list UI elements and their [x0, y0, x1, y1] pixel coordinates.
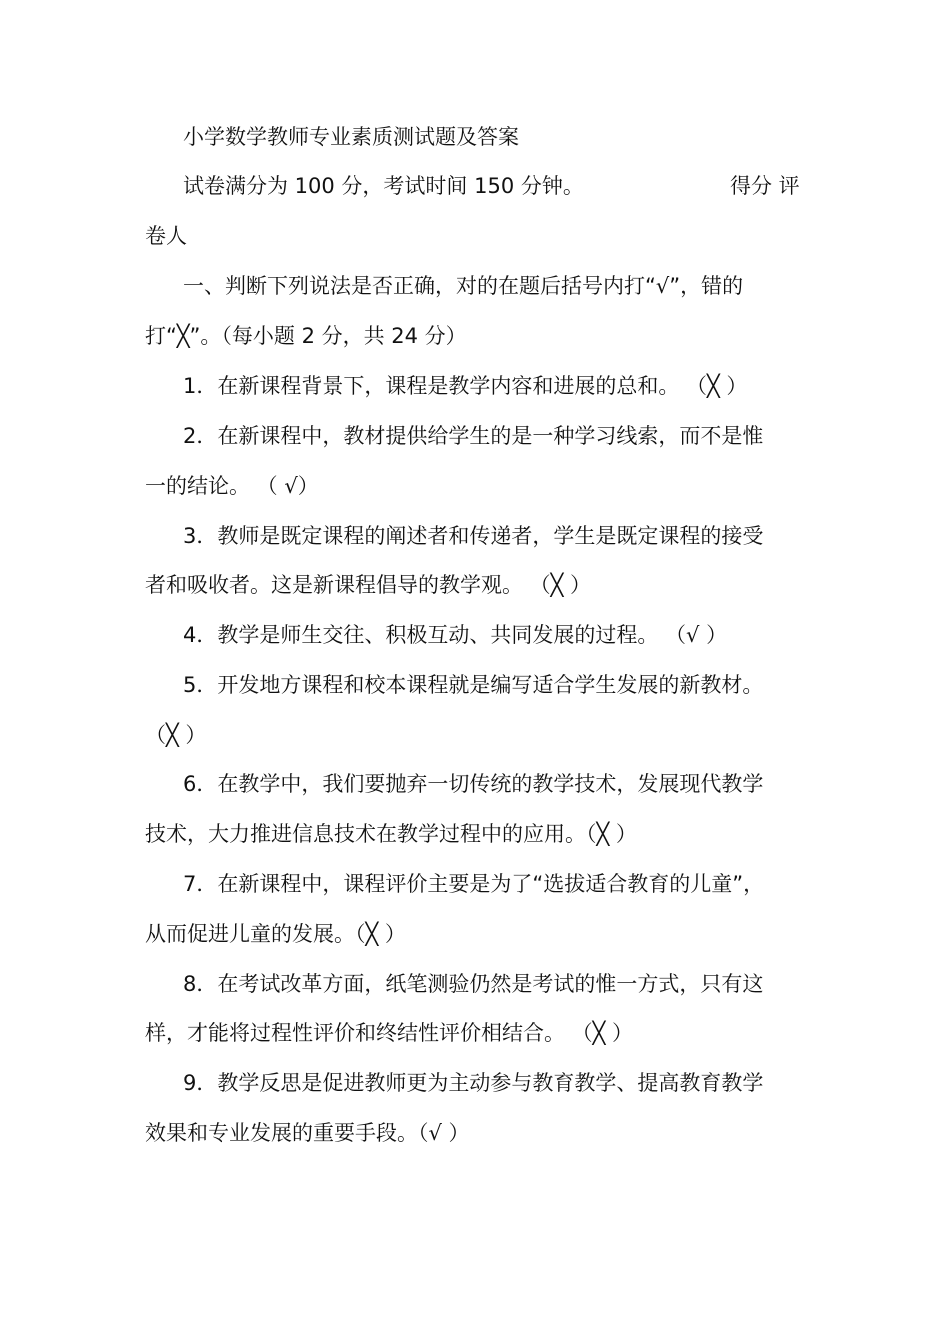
- question-3-line2: 者和吸收者。这是新课程倡导的教学观。 （╳ ）: [145, 573, 591, 597]
- section-heading-line2: 打“╳”。（每小题 2 分，共 24 分）: [145, 324, 467, 348]
- question-8-line2: 样，才能将过程性评价和终结性评价相结合。 （╳ ）: [145, 1021, 633, 1045]
- question-1: 1．在新课程背景下，课程是教学内容和进展的总和。 （╳ ）: [183, 374, 748, 398]
- exam-intro: 试卷满分为 100 分，考试时间 150 分钟。: [183, 174, 584, 198]
- question-2-line2: 一的结论。 （ √）: [145, 474, 319, 498]
- reviewer-label: 卷人: [145, 224, 187, 248]
- question-5-line2: （╳ ）: [145, 723, 207, 747]
- question-5-line1: 5．开发地方课程和校本课程就是编写适合学生发展的新教材。: [183, 673, 764, 697]
- section-heading-line1: 一、判断下列说法是否正确，对的在题后括号内打“√”，错的: [183, 274, 744, 298]
- question-4: 4．教学是师生交往、积极互动、共同发展的过程。 （√ ）: [183, 623, 728, 647]
- question-2-line1: 2．在新课程中，教材提供给学生的是一种学习线索，而不是惟: [183, 424, 764, 448]
- question-3-line1: 3．教师是既定课程的阐述者和传递者，学生是既定课程的接受: [183, 524, 764, 548]
- question-7-line1: 7．在新课程中，课程评价主要是为了“选拔适合教育的儿童”，: [183, 872, 765, 896]
- question-9-line1: 9．教学反思是促进教师更为主动参与教育教学、提高教育教学: [183, 1071, 764, 1095]
- score-label: 得分 评: [730, 174, 800, 198]
- question-6-line1: 6．在教学中，我们要抛弃一切传统的教学技术，发展现代教学: [183, 772, 764, 796]
- document-title: 小学数学教师专业素质测试题及答案: [183, 125, 519, 149]
- question-6-line2: 技术，大力推进信息技术在教学过程中的应用。（╳ ）: [145, 822, 637, 846]
- question-8-line1: 8．在考试改革方面，纸笔测验仍然是考试的惟一方式，只有这: [183, 972, 764, 996]
- question-9-line2: 效果和专业发展的重要手段。（√ ）: [145, 1121, 470, 1145]
- question-7-line2: 从而促进儿童的发展。（╳ ）: [145, 922, 406, 946]
